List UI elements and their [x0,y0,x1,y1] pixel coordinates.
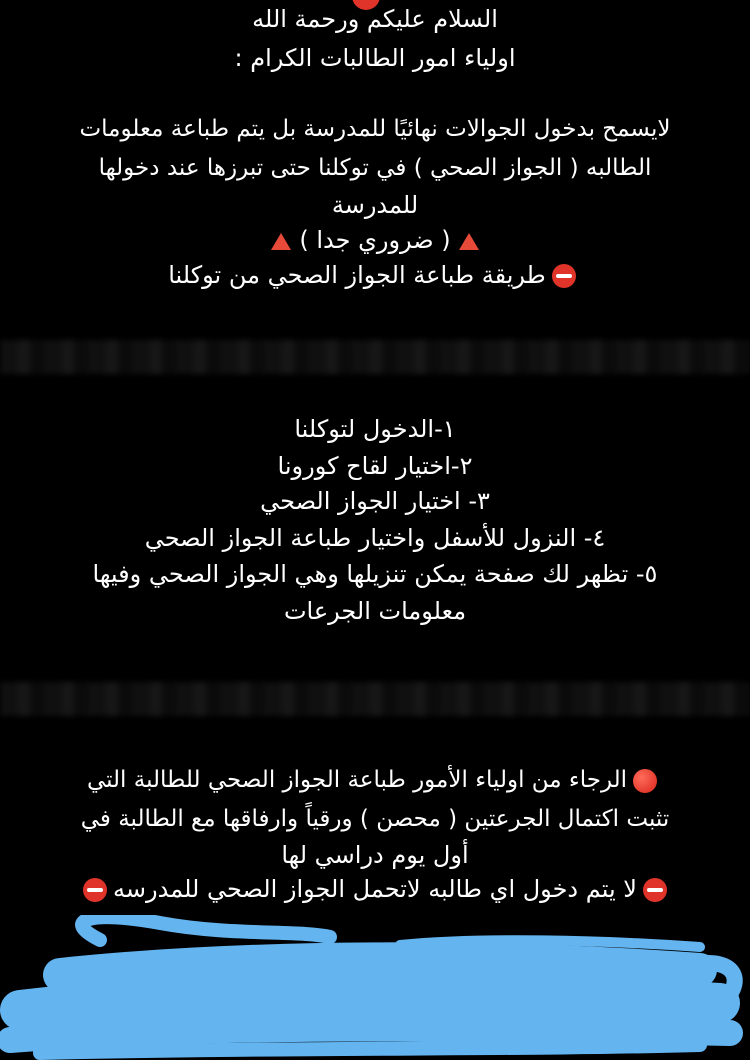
request-line-3: أول يوم دراسي لها [281,841,469,869]
notice-line-2: الطالبه ( الجواز الصحي ) في توكلنا حتى تبرزها عند دخولها [98,155,652,181]
warning-text: لا يتم دخول اي طالبه لاتحمل الجواز الصحي للمدرسه [113,875,637,903]
red-circle-icon [633,769,657,793]
step-3: ٣- اختيار الجواز الصحي [260,487,490,515]
step-1: ١-الدخول لتوكلنا [294,415,456,443]
warning-line [0,872,750,906]
step-5-continued: معلومات الجرعات [283,597,467,625]
step-4: ٤- النزول للأسفل واختيار طباعة الجواز الصحي [144,524,606,552]
request-text-1: الرجاء من اولياء الأمور طباعة الجواز الصحي للطالبة التي [86,767,628,793]
no-entry-icon [643,878,667,902]
important-line [0,223,750,257]
request-line-2: تثبت اكتمال الجرعتين ( محصن ) ورقياً وارفاقها مع الطالبة في [80,806,670,832]
no-entry-icon [552,264,576,288]
method-title-text: طريقة طباعة الجواز الصحي من توكلنا [168,261,546,289]
greeting-text: السلام عليكم ورحمة الله [252,5,498,33]
no-entry-icon [83,878,107,902]
red-triangle-icon [271,233,291,250]
blurred-text-band [0,340,750,374]
addressee-text: اولياء امور الطالبات الكرام : [234,44,516,72]
notice-line-1: لايسمح بدخول الجوالات نهائيًا للمدرسة بل يتم طباعة معلومات [79,116,671,142]
red-triangle-icon [459,233,479,250]
step-2: ٢-اختيار لقاح كورونا [277,452,473,480]
request-line-1 [0,763,750,797]
blurred-text-band [0,682,750,716]
method-title-line [0,258,750,292]
step-5: ٥- تظهر لك صفحة يمكن تنزيلها وهي الجواز الصحي وفيها [92,560,658,588]
redaction-scribble [0,915,750,1060]
notice-line-3: للمدرسة [331,191,419,219]
important-text: ( ضروري جدا ) [299,226,451,254]
